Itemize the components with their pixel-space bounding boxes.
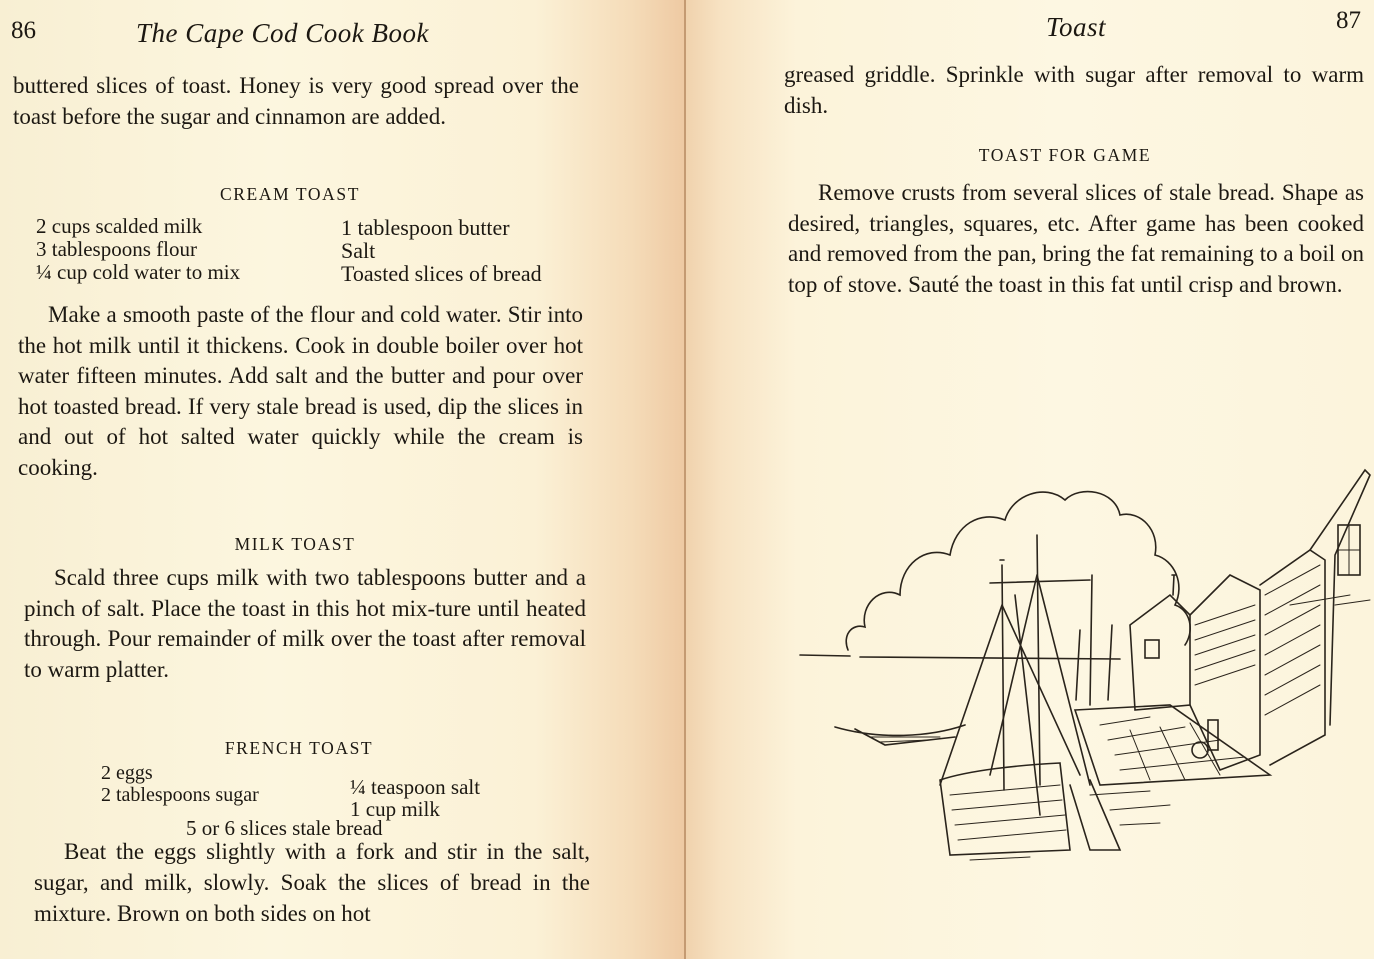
page-number-left: 86 [11, 17, 36, 44]
left-page [0, 0, 686, 959]
continued-paragraph: buttered slices of toast. Honey is very good spread over the toast before the sugar and cinnamon are added. [13, 73, 579, 129]
ingredient: 3 tablespoons flour [36, 237, 197, 261]
ingredient: 2 eggs [101, 762, 153, 784]
recipe-directions-french-toast: Beat the eggs slightly with a fork and stir in the salt, sugar, and milk, slowly. Soak the slices of bread in the mixture. Brown on both sides on hot [34, 839, 590, 926]
recipe-title-milk-toast: MILK TOAST [234, 534, 356, 554]
recipe-title-toast-for-game: TOAST FOR GAME [978, 145, 1152, 165]
ingredient: 2 tablespoons sugar [101, 784, 259, 806]
ingredient: 2 cups scalded milk [36, 214, 203, 238]
ingredient-list-right [341, 216, 542, 285]
ingredient: 1 cup milk [350, 797, 440, 821]
recipe-title-french-toast: FRENCH TOAST [224, 738, 374, 758]
ingredient: Salt [341, 238, 376, 263]
ingredient: 1 tablespoon butter [341, 215, 510, 240]
ingredient: 5 or 6 slices stale bread [186, 816, 383, 840]
ingredient-list-right [350, 776, 480, 820]
running-head-left: The Cape Cod Cook Book [136, 18, 429, 48]
ingredient: ¼ cup cold water to mix [36, 260, 241, 284]
recipe-directions-cream-toast: Make a smooth paste of the flour and cold water. Stir into the hot milk until it thickens. Cook in double boiler over hot water fifteen minutes. Add salt and the butter and pour over hot toasted bread. If very stale bread is used, dip the slices in and out of hot salted water quickly while the cream is cooking. [18, 302, 583, 480]
continued-paragraph: greased griddle. Sprinkle with sugar after removal to warm dish. [784, 62, 1364, 118]
ingredient-list-left [36, 215, 240, 284]
ingredient: ¼ teaspoon salt [350, 775, 481, 799]
running-head-right: Toast [1046, 12, 1107, 42]
ingredient-list-left [101, 762, 259, 806]
harbor-illustration [790, 455, 1374, 875]
page-number-right: 87 [1336, 7, 1361, 34]
ingredient: Toasted slices of bread [341, 261, 542, 286]
recipe-directions-toast-for-game: Remove crusts from several slices of stale bread. Shape as desired, triangles, squares, etc. After game has been cooked and removed from the pan, bring the fat remaining to a boil on top of stove. Sauté the toast in this fat until crisp and brown. [788, 180, 1364, 297]
recipe-directions-milk-toast: Scald three cups milk with two tablespoons butter and a pinch of salt. Place the toast in this hot mix-ture until heated through. Pour remainder of milk over the toast after removal to warm platter. [24, 565, 586, 682]
recipe-title-cream-toast: CREAM TOAST [220, 184, 360, 204]
